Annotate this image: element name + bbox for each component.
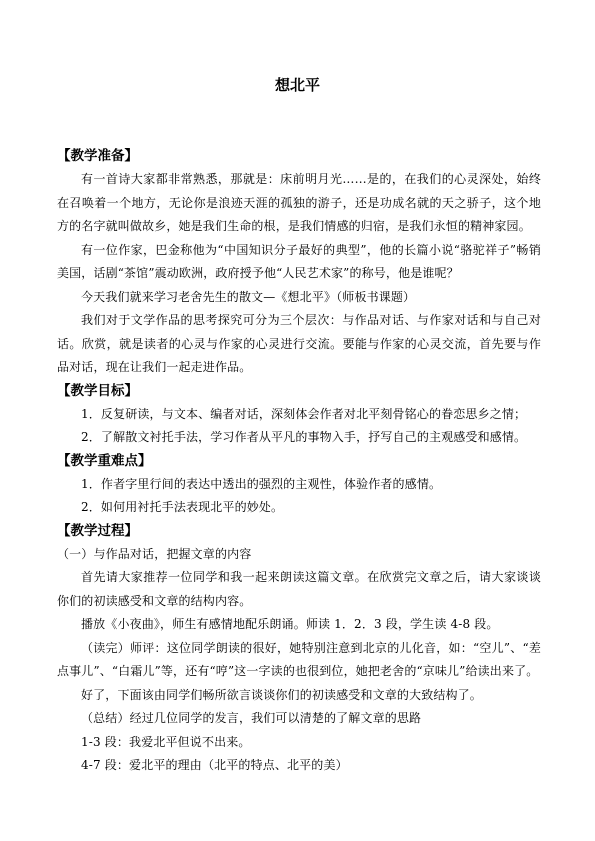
paragraph: 有一位作家，巴金称他为“中国知识分子最好的典型”，他的长篇小说“骆驼祥子”畅销美国，话剧“茶馆”震动欧洲，政府授予他“人民艺术家”的称号，他是谁呢？ <box>57 242 541 280</box>
document-title: 想北平 <box>274 76 320 94</box>
paragraph: 我们对于文学作品的思考探究可分为三个层次：与作品对话、与作家对话和与自己对话。欣赏，就是读者的心灵与作家的心灵进行交流。要能与作家的心灵交流，首先要与作品对话，现在让我们一起走进作品。 <box>57 313 541 374</box>
paragraph: 首先请大家推荐一位同学和我一起来朗读这篇文章。在欣赏完文章之后，请大家谈谈你们的初读感受和文章的结构内容。 <box>57 570 541 608</box>
section-heading-key-points: 【教学重难点】 <box>57 452 152 469</box>
list-item: 1．反复研读，与文本、编者对话，深刻体会作者对北平刻骨铭心的眷恋思乡之情； <box>81 406 527 421</box>
subsection-heading: （一）与作品对话，把握文章的内容 <box>57 546 252 561</box>
paragraph: 有一首诗大家都非常熟悉，那就是：床前明月光……是的，在我们的心灵深处，始终在召唤着一个地方，无论你是浪迹天涯的孤独的游子，还是功成名就的天之骄子，这个地方的名字就叫做故乡，她是我们生命的根，是我们情感的归宿，是我们永恒的精神家园。 <box>57 172 541 233</box>
document-body <box>57 145 541 778</box>
paragraph: （读完）师评：这位同学朗读的很好，她特别注意到北京的儿化音，如：“空儿”、“差点事儿”、“白霜儿”等，还有“哼”这一字读的也很到位，她把老舍的“京味儿”给读出来了。 <box>57 640 541 678</box>
paragraph: 播放《小夜曲》，师生有感情地配乐朗诵。师读 1．2．3 段，学生读 4-8 段。 <box>81 617 499 631</box>
section-heading-prep: 【教学准备】 <box>57 148 138 164</box>
list-item: 1．作者字里行间的表达中透出的强烈的主观性，体验作者的感情。 <box>81 476 442 491</box>
paragraph: 4-7 段：爱北平的理由（北平的特点、北平的美） <box>81 758 348 772</box>
list-item: 2．如何用衬托手法表现北平的妙处。 <box>81 500 284 514</box>
paragraph: 好了，下面该由同学们畅所欲言谈谈你们的初读感受和文章的大致结构了。 <box>81 687 482 702</box>
section-heading-process: 【教学过程】 <box>57 522 138 539</box>
paragraph: 今天我们就来学习老舍先生的散文—《想北平》（师板书课题） <box>81 289 416 304</box>
list-item: 2．了解散文衬托手法，学习作者从平凡的事物入手，抒写自己的主观感受和感情。 <box>81 430 527 444</box>
paragraph: （总结）经过几位同学的发言，我们可以清楚的了解文章的思路 <box>81 711 422 725</box>
section-heading-goals: 【教学目标】 <box>57 382 138 399</box>
paragraph: 1-3 段：我爱北平但说不出来。 <box>81 734 251 749</box>
